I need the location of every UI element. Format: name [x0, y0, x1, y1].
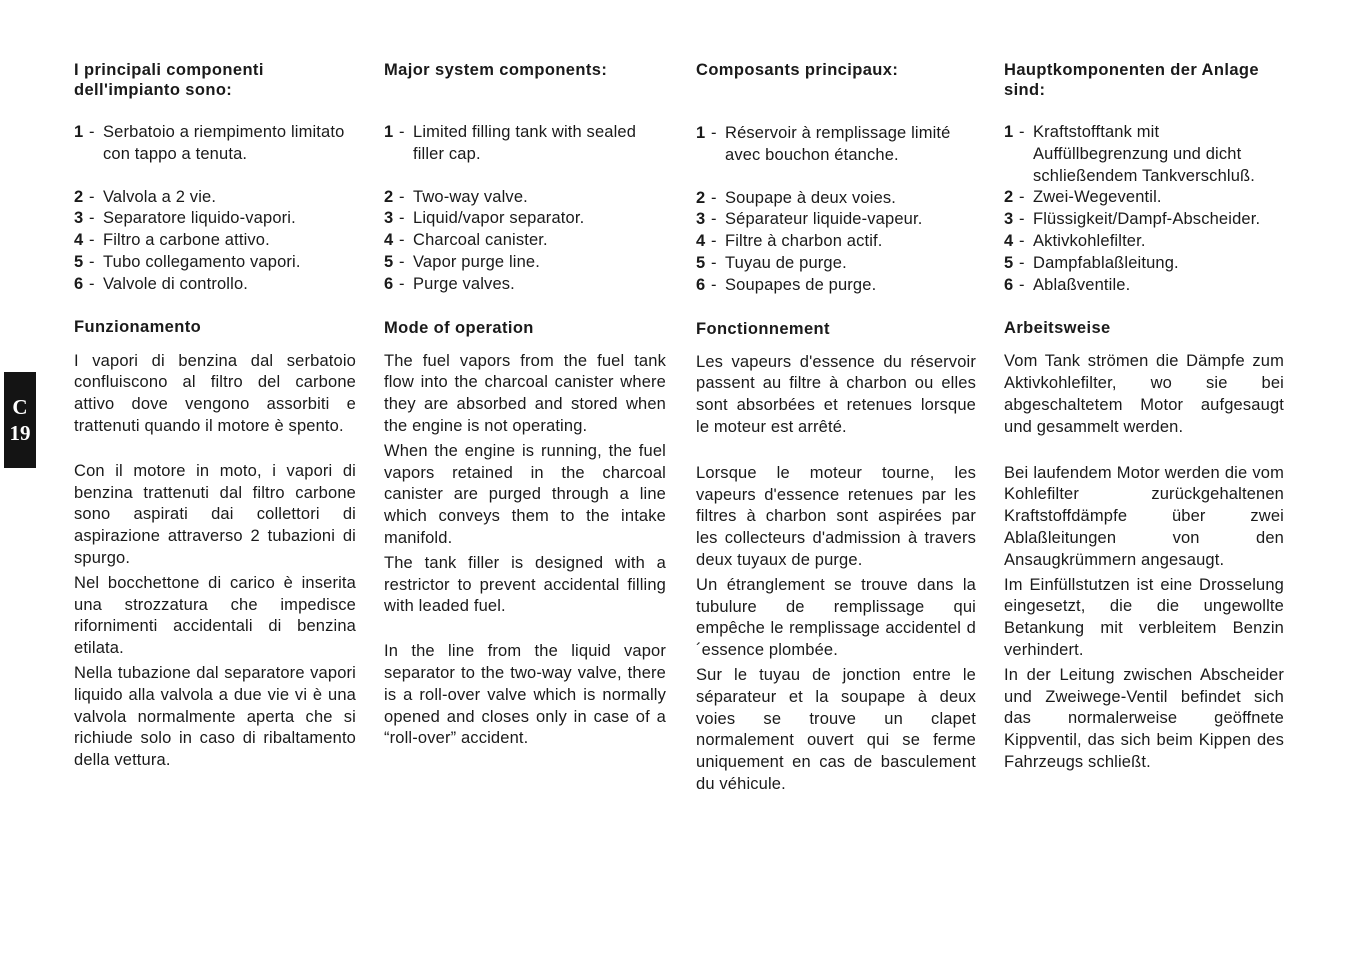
item-number: 2: [384, 187, 394, 206]
item-number: 6: [1004, 275, 1014, 294]
item-text: Charcoal canister.: [413, 231, 548, 250]
item-number: 6: [696, 275, 706, 294]
operation-text: [384, 351, 666, 751]
components-heading: Composants principaux:: [696, 61, 899, 79]
list-item: 5 - Vapor purge line.: [384, 252, 666, 274]
item-number: 1: [384, 123, 394, 141]
item-number: 3: [696, 210, 706, 229]
list-item: 1 - Réservoir à remplissage limité avec bouchon étanche.: [696, 124, 951, 164]
components-heading: I principali componenti dell'impianto sono:: [74, 61, 264, 99]
list-item: 2 - Two-way valve.: [384, 187, 666, 209]
list-item: 3 - Flüssigkeit/Dampf-Abscheider.: [1004, 209, 1284, 231]
paragraph: Nel bocchettone di carico è inserita una strozzatura che impedisce rifornimenti accidentali di benzina etilata.: [74, 573, 356, 658]
components-list: [696, 123, 976, 297]
list-item: 2 - Zwei-Wegeventil.: [1004, 187, 1284, 209]
list-item: 4 - Aktivkohlefilter.: [1004, 231, 1284, 253]
list-item: 1 - Limited filling tank with sealed filler cap.: [384, 123, 637, 163]
components-list: [384, 122, 666, 296]
paragraph: I vapori di benzina dal serbatoio confluiscono al filtro del carbone attivo dove vengono assorbiti e trattenuti quando il motore è spento.: [74, 351, 356, 435]
list-item: 3 - Séparateur liquide-vapeur.: [696, 209, 976, 231]
item-number: 6: [74, 274, 84, 293]
item-text: Dampfablaßleitung.: [1033, 253, 1179, 272]
item-number: 5: [696, 253, 706, 272]
paragraph: In the line from the liquid vapor separator to the two-way valve, there is a roll-over valve which is normally opened and closes only in case of a “roll-over” accident.: [384, 642, 666, 748]
paragraph: The fuel vapors from the fuel tank flow into the charcoal canister where they are absorbed and stored when the engine is not operating.: [384, 351, 666, 435]
operation-heading: Fonctionnement: [696, 319, 830, 338]
components-heading: Major system components:: [384, 61, 608, 79]
item-number: 3: [74, 209, 84, 228]
item-number: 2: [74, 187, 84, 206]
paragraph: Con il motore in moto, i vapori di benzina trattenuti dal filtro carbone sono aspirati dai collettori di aspirazione attraverso 2 tubazioni di spurgo.: [74, 461, 356, 567]
item-text: Vapor purge line.: [413, 252, 540, 271]
paragraph: When the engine is running, the fuel vapors retained in the charcoal canister are purged through a line which conveys them to the intake manifold.: [384, 441, 666, 547]
paragraph: Nella tubazione dal separatore vapori liquido alla valvola a due vie vi è una valvola normalmente aperta che si richiude solo in caso di ribaltamento della vettura.: [74, 663, 356, 770]
paragraph: Im Einfüllstutzen ist eine Drosselung eingesetzt, die die ungewollte Betankung mit verbleitem Benzin verhindert.: [1004, 575, 1284, 659]
item-number: 1: [74, 123, 84, 141]
item-number: 5: [1004, 253, 1014, 272]
item-text: Valvola a 2 vie.: [103, 187, 217, 206]
item-text: Ablaßventile.: [1033, 275, 1131, 294]
item-text: Réservoir à remplissage limité avec bouchon étanche.: [725, 124, 951, 164]
paragraph: Les vapeurs d'essence du réservoir passent au filtre à charbon ou elles sont absorbées et retenues lorsque le moteur est arrêté.: [696, 352, 976, 436]
item-number: 1: [1004, 123, 1014, 141]
list-item: 5 - Tubo collegamento vapori.: [74, 252, 356, 274]
item-text: Tuyau de purge.: [725, 253, 847, 272]
item-number: 4: [1004, 231, 1014, 250]
list-item: 2 - Soupape à deux voies.: [696, 188, 976, 210]
operation-heading: Arbeitsweise: [1004, 319, 1111, 338]
paragraph: The tank filler is designed with a restrictor to prevent accidental filling with leaded fuel.: [384, 553, 666, 616]
item-text: Tubo collegamento vapori.: [103, 252, 301, 271]
list-item: 1 - Serbatoio a riempimento limitato con tappo a tenuta.: [74, 123, 345, 163]
item-number: 6: [384, 274, 394, 293]
item-number: 4: [384, 231, 394, 250]
components-list: [74, 122, 356, 296]
list-item: 6 - Valvole di controllo.: [74, 274, 356, 296]
item-text: Kraftstofftank mit Auffüllbegrenzung und dicht schließendem Tankverschluß.: [1033, 123, 1256, 185]
item-text: Valvole di controllo.: [103, 274, 249, 293]
item-number: 3: [384, 209, 394, 228]
list-item: 5 - Tuyau de purge.: [696, 253, 976, 275]
item-text: Limited filling tank with sealed filler cap.: [413, 123, 637, 163]
item-text: Soupape à deux voies.: [725, 188, 897, 207]
column-english: [384, 60, 666, 753]
item-text: Flüssigkeit/Dampf-Abscheider.: [1033, 210, 1261, 229]
paragraph: Lorsque le moteur tourne, les vapeurs d'essence retenues par les filtres à charbon sont aspirées par les collecteurs d'admission à travers deux tuyaux de purge.: [696, 463, 976, 569]
list-item: 2 - Valvola a 2 vie.: [74, 187, 356, 209]
list-item: 6 - Purge valves.: [384, 274, 666, 296]
item-text: Filtro a carbone attivo.: [103, 231, 270, 250]
item-text: Aktivkohlefilter.: [1033, 231, 1146, 250]
list-item: 3 - Separatore liquido-vapori.: [74, 208, 356, 230]
section-tab: [4, 372, 36, 468]
column-french: [696, 60, 976, 799]
list-item: 3 - Liquid/vapor separator.: [384, 208, 666, 230]
item-number: 4: [74, 231, 84, 250]
item-number: 2: [696, 188, 706, 207]
column-italian: [74, 60, 356, 775]
item-text: Séparateur liquide-vapeur.: [725, 210, 923, 229]
operation-text: [74, 351, 356, 772]
item-text: Liquid/vapor separator.: [413, 209, 585, 228]
components-heading: Hauptkomponenten der Anlage sind:: [1004, 61, 1259, 99]
components-list: [1004, 122, 1284, 296]
operation-text: [696, 352, 976, 796]
list-item: 1 - Kraftstofftank mit Auffüllbegrenzung und dicht schließendem Tankverschluß.: [1004, 123, 1256, 185]
item-text: Filtre à charbon actif.: [725, 232, 883, 251]
paragraph: Vom Tank strömen die Dämpfe zum Aktivkohlefilter, wo sie bei abgeschaltetem Motor aufgesaugt und gesammelt werden.: [1004, 352, 1284, 436]
operation-text: [1004, 351, 1284, 773]
list-item: 4 - Charcoal canister.: [384, 230, 666, 252]
item-text: Serbatoio a riempimento limitato con tappo a tenuta.: [103, 123, 345, 163]
item-text: Zwei-Wegeventil.: [1033, 188, 1162, 207]
item-number: 4: [696, 232, 706, 251]
item-number: 5: [74, 252, 84, 271]
section-tab-letter: C: [12, 395, 28, 419]
list-item: 5 - Dampfablaßleitung.: [1004, 253, 1284, 275]
item-text: Separatore liquido-vapori.: [103, 209, 296, 228]
operation-heading: Funzionamento: [74, 317, 202, 336]
item-number: 3: [1004, 210, 1014, 229]
item-text: Soupapes de purge.: [725, 275, 877, 294]
item-number: 1: [696, 124, 706, 142]
paragraph: Bei laufendem Motor werden die vom Kohlefilter zurückgehaltenen Kraftstoffdämpfe über zwei Ablaßleitungen von den Ansaugkrümmern angesaugt.: [1004, 463, 1284, 569]
item-number: 2: [1004, 188, 1014, 207]
list-item: 4 - Filtre à charbon actif.: [696, 231, 976, 253]
list-item: 6 - Ablaßventile.: [1004, 275, 1284, 297]
operation-heading: Mode of operation: [384, 318, 534, 337]
paragraph: Sur le tuyau de jonction entre le séparateur et la soupape à deux voies se trouve un clapet normalement ouvert qui se ferme uniquement en cas de basculement du véhicule.: [696, 665, 976, 793]
paragraph: Un étranglement se trouve dans la tubulure de remplissage qui empêche le remplissage accidentel d´essence plombée.: [696, 575, 976, 660]
item-text: Purge valves.: [413, 274, 515, 293]
paragraph: In der Leitung zwischen Abscheider und Zweiwege-Ventil befindet sich das normalerweise geöffnete Kippventil, das sich beim Kippen des Fahrzeugs schließt.: [1004, 665, 1284, 771]
item-text: Two-way valve.: [413, 187, 528, 206]
list-item: 6 - Soupapes de purge.: [696, 275, 976, 297]
list-item: 4 - Filtro a carbone attivo.: [74, 230, 356, 252]
section-tab-number: 19: [9, 421, 31, 445]
item-number: 5: [384, 252, 394, 271]
column-german: [1004, 60, 1284, 777]
